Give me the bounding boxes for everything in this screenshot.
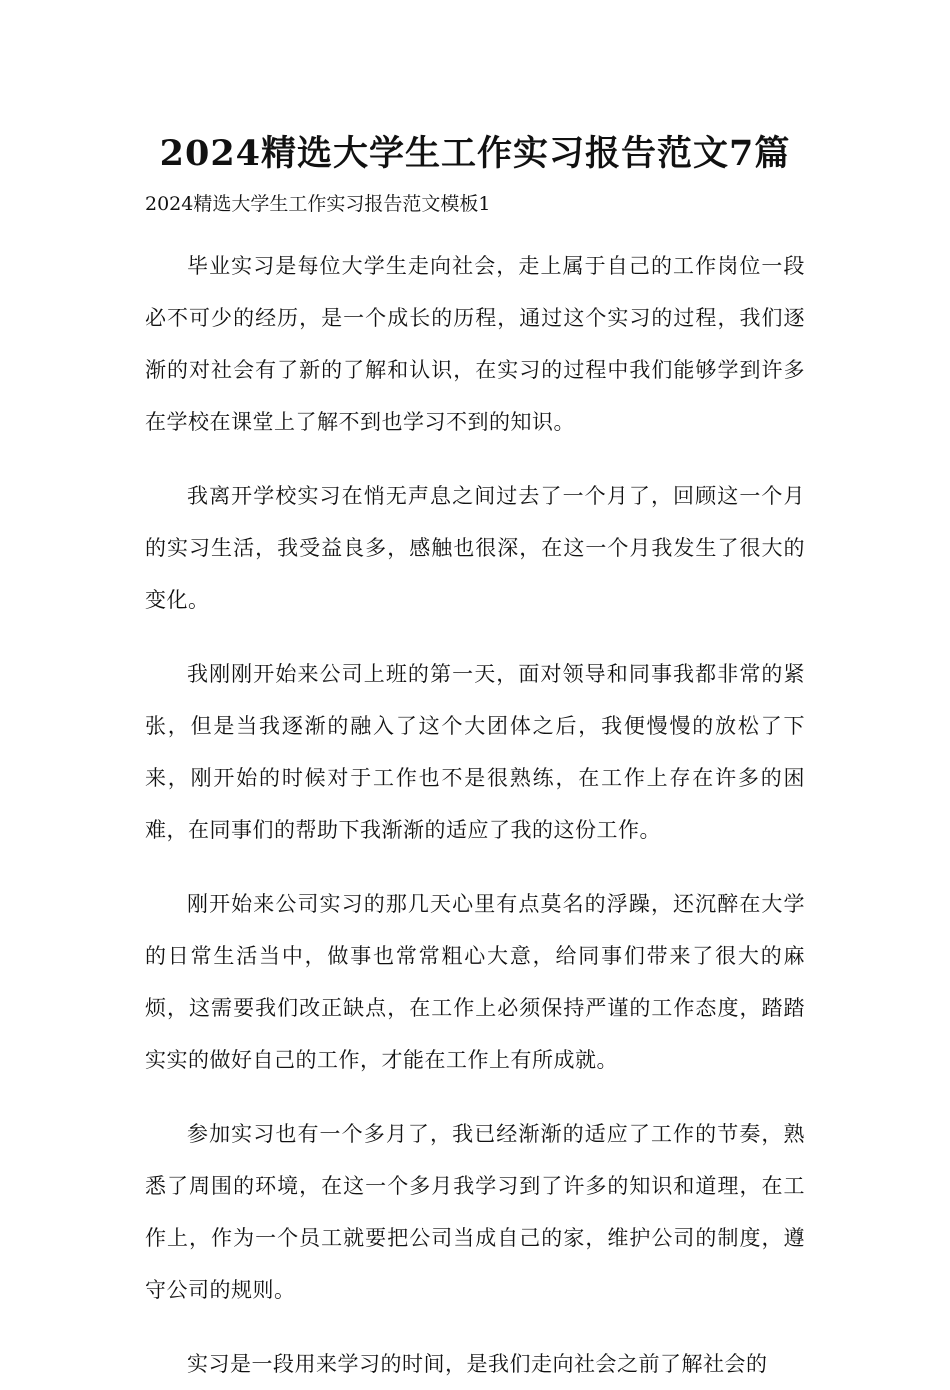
- paragraph-3: 我刚刚开始来公司上班的第一天，面对领导和同事我都非常的紧张，但是当我逐渐的融入了这个大团体之后，我便慢慢的放松了下来，刚开始的时候对于工作也不是很熟练，在工作上存在许多的困难，在同事们的帮助下我渐渐的适应了我的这份工作。: [145, 662, 805, 842]
- document-subtitle: 2024精选大学生工作实习报告范文模板1: [145, 193, 491, 215]
- paragraph-4: 刚开始来公司实习的那几天心里有点莫名的浮躁，还沉醉在大学的日常生活当中，做事也常常粗心大意，给同事们带来了很大的麻烦，这需要我们改正缺点，在工作上必须保持严谨的工作态度，踏踏实实的做好自己的工作，才能在工作上有所成就。: [145, 892, 805, 1072]
- paragraph-5: 参加实习也有一个多月了，我已经渐渐的适应了工作的节奏，熟悉了周围的环境，在这一个多月我学习到了许多的知识和道理，在工作上，作为一个员工就要把公司当成自己的家，维护公司的制度，遵守公司的规则。: [145, 1122, 805, 1302]
- document-title: 2024精选大学生工作实习报告范文7篇: [159, 133, 791, 174]
- paragraph-6: 实习是一段用来学习的时间，是我们走向社会之前了解社会的: [187, 1352, 768, 1376]
- paragraph-1: 毕业实习是每位大学生走向社会，走上属于自己的工作岗位一段必不可少的经历，是一个成长的历程，通过这个实习的过程，我们逐渐的对社会有了新的了解和认识，在实习的过程中我们能够学到许多在学校在课堂上了解不到也学习不到的知识。: [145, 254, 805, 434]
- paragraph-2: 我离开学校实习在悄无声息之间过去了一个月了，回顾这一个月的实习生活，我受益良多，感触也很深，在这一个月我发生了很大的变化。: [145, 484, 805, 612]
